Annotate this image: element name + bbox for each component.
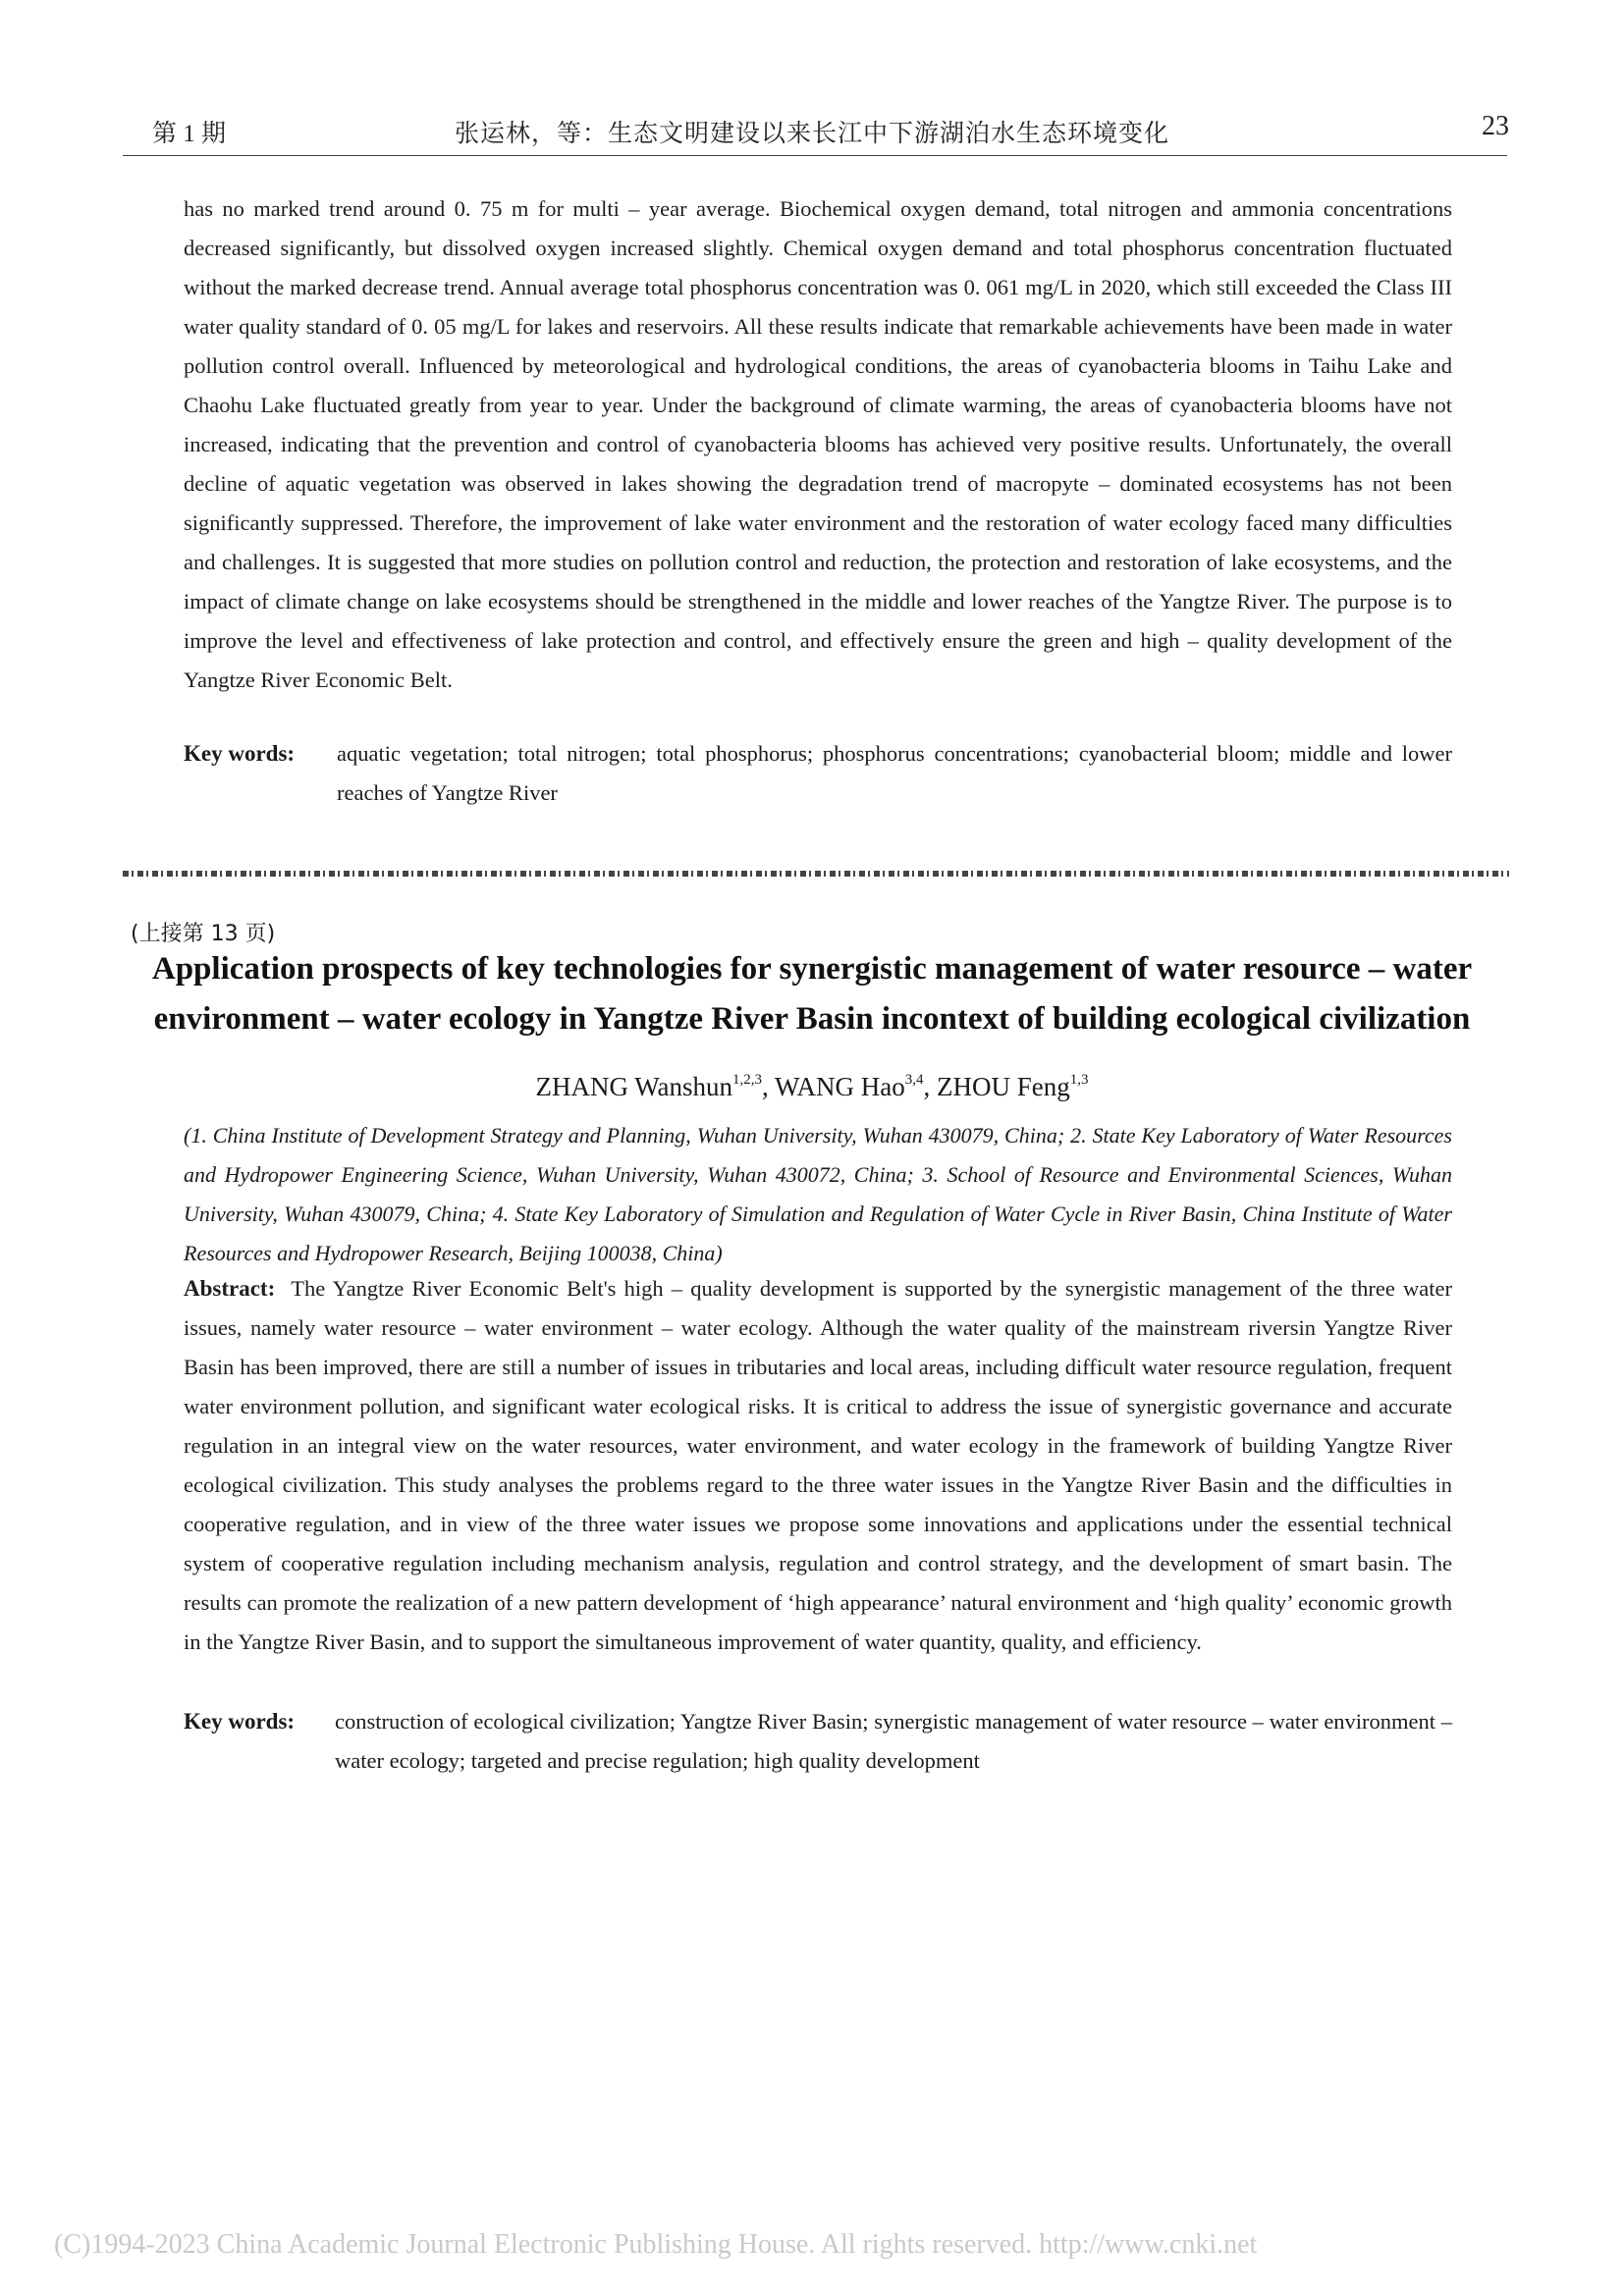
author-affil-sup: 1,3	[1069, 1072, 1089, 1088]
keywords-text: construction of ecological civilization; Yangtze River Basin; synergistic management of water resource – water environment – water ecology; targeted and precise regulation; high quality development	[335, 1709, 1452, 1773]
issue-number: 第 1 期	[152, 121, 227, 147]
running-title: 张运林，等：生态文明建设以来长江中下游湖泊水生态环境变化	[454, 121, 1169, 147]
author-name: WANG Hao	[775, 1072, 905, 1101]
author-line	[0, 1072, 1624, 1102]
author-affil-sup: 3,4	[904, 1072, 924, 1088]
header-rule	[123, 155, 1507, 156]
keywords-label: Key words:	[184, 741, 296, 766]
author-separator: ,	[923, 1072, 938, 1101]
abstract-label: Abstract:	[184, 1276, 276, 1301]
first-abstract-text: has no marked trend around 0. 75 m for multi – year average. Biochemical oxygen demand, total nitrogen and ammonia concentrations decreased significantly, but dissolved oxygen increased slightly. Chemical oxygen demand and total phosphorus concentration fluctuated without the marked decrease trend. Annual average total phosphorus concentration was 0. 061 mg/L in 2020, which still exceeded the Class III water quality standard of 0. 05 mg/L for lakes and reservoirs. All these results indicate that remarkable achievements have been made in water pollution control overall. Influenced by meteorological and hydrological conditions, the areas of cyanobacteria blooms in Taihu Lake and Chaohu Lake fluctuated greatly from year to year. Under the background of climate warming, the areas of cyanobacteria blooms have not increased, indicating that the prevention and control of cyanobacteria blooms has achieved very positive results. Unfortunately, the overall decline of aquatic vegetation was observed in lakes showing the degradation trend of macropyte – dominated ecosystems has not been significantly suppressed. Therefore, the improvement of lake water environment and the restoration of water ecology faced many difficulties and challenges. It is suggested that more studies on pollution control and reduction, the protection and restoration of lake ecosystems, and the impact of climate change on lake ecosystems should be strengthened in the middle and lower reaches of the Yangtze River. The purpose is to improve the level and effectiveness of lake protection and control, and effectively ensure the green and high – quality development of the Yangtze River Economic Belt.	[184, 196, 1452, 692]
affiliations: (1. China Institute of Development Strategy and Planning, Wuhan University, Wuhan 430079, China; 2. State Key Laboratory of Water Resources and Hydropower Engineering Science, Wuhan University, Wuhan 430072, China; 3. School of Resource and Environmental Sciences, Wuhan University, Wuhan 430079, China; 4. State Key Laboratory of Simulation and Regulation of Water Cycle in River Basin, China Institute of Water Resources and Hydropower Research, Beijing 100038, China)	[184, 1123, 1452, 1265]
author-separator: ,	[762, 1072, 776, 1101]
continued-from-note: (上接第 13 页)	[131, 922, 276, 946]
abstract-text: The Yangtze River Economic Belt's high – quality development is supported by the synergistic management of the three water issues, namely water resource – water environment – water ecology. Although the water quality of the mainstream riversin Yangtze River Basin has been improved, there are still a number of issues in tributaries and local areas, including difficult water resource regulation, frequent water environment pollution, and significant water ecological risks. It is critical to address the issue of synergistic governance and accurate regulation in an integral view on the water resources, water environment, and water ecology in the framework of building Yangtze River ecological civilization. This study analyses the problems regard to the three water issues in the Yangtze River Basin and the difficulties in cooperative regulation, and in view of the three water issues we propose some innovations and applications under the essential technical system of cooperative regulation including mechanism analysis, regulation and control strategy, and the development of smart basin. The results can promote the realization of a new pattern development of ‘high appearance’ natural environment and ‘high quality’ economic growth in the Yangtze River Basin, and to support the simultaneous improvement of water quantity, quality, and efficiency.	[184, 1276, 1452, 1654]
keywords-label: Key words:	[184, 1709, 296, 1734]
author-name: ZHANG Wanshun	[535, 1072, 733, 1101]
first-keywords	[184, 734, 1452, 813]
page-number: 23	[1482, 111, 1509, 141]
author-name: ZHOU Feng	[937, 1072, 1070, 1101]
keywords-text: aquatic vegetation; total nitrogen; total phosphorus; phosphorus concentrations; cyanobacterial bloom; middle and lower reaches of Yangtze River	[337, 741, 1452, 805]
second-keywords	[184, 1702, 1452, 1781]
author-affil-sup: 1,2,3	[732, 1072, 763, 1088]
copyright-footer: (C)1994-2023 China Academic Journal Electronic Publishing House. All rights reserved. http://www.cnki.net	[54, 2229, 1258, 2260]
article-title: Application prospects of key technologies for synergistic management of water resource – water environment – water ecology in Yangtze River Basin incontext of building ecological civilization	[151, 951, 1473, 1037]
decorative-divider	[123, 867, 1509, 881]
abstract-block	[184, 1269, 1452, 1662]
